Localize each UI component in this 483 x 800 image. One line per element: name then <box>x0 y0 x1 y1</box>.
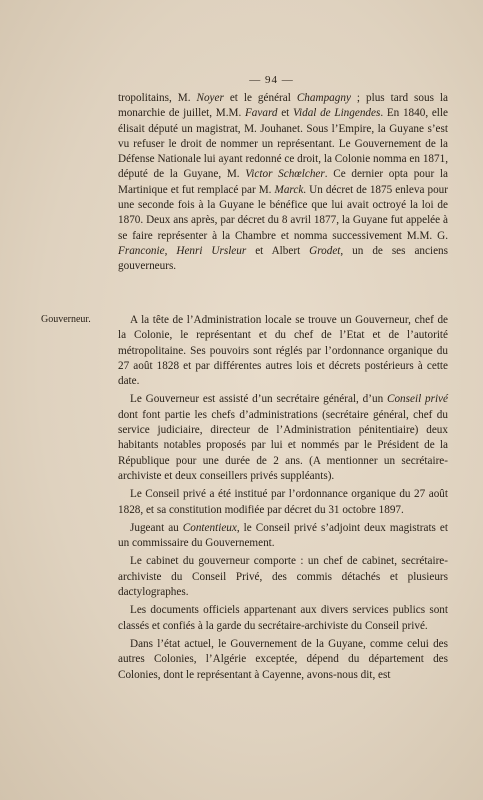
italic-name: Henri Ursleur <box>176 244 247 257</box>
paragraph: Les documents officiels appartenant aux divers services publics sont classés et confiés à la garde du secrétaire-archiviste du Conseil privé. <box>118 604 448 632</box>
paragraph: Dans l’état actuel, le Gouvernement de la Guyane, comme celui des autres Colonies, l’Algérie exceptée, dépend du département des Colonies, dont le représentant à Cayenne, avons-nous dit, est <box>118 637 448 681</box>
italic-name: Favard <box>244 107 278 120</box>
italic-name: Vidal de Lingendes <box>292 107 381 120</box>
italic-name: Franconie <box>118 244 165 257</box>
italic-name: Contentieux <box>182 521 237 534</box>
italic-name: Noyer <box>196 92 224 104</box>
italic-name: Champagny <box>296 92 351 104</box>
paragraph: Jugeant au Contentieux, le Conseil privé s’adjoint deux magistrats et un commissaire du Gouvernement. <box>118 521 449 550</box>
italic-name: Marck <box>274 183 304 196</box>
paragraph-block-2 <box>118 313 448 683</box>
paragraph: Le cabinet du gouverneur comporte : un chef de cabinet, secrétaire-archiviste du Conseil Privé, des commis détachés et plusieurs dactylographes. <box>118 555 448 599</box>
page-number: — 94 — <box>249 74 294 86</box>
paragraph: tropolitains, M. Noyer et le général Champagny ; plus tard sous la monarchie de juillet, M.M. Favard et Vidal de Lingendes. En 1840, elle élisait député un magistrat, M. Jouhanet. Sous l’Empire, la Guyane s’est vu refuser le droit de nommer un représentant. Le Gouvernement de la Défense Nationale lui ayant redonné ce droit, la Colonie nomma en 1871, député de la Guyane, M. Victor Schœlcher. Ce dernier opta pour la Martinique et fut remplacé par M. Marck. Un décret de 1875 enleva pour une seconde fois à la Guyane le bénéfice que lui avait octroyé la loi de 1870. Deux ans après, par décret du 8 avril 1877, la Guyane fut appelée à se faire représenter à la Chambre et nomma successivement M.M. G. Franconie, Henri Ursleur et Albert Grodet, un de ses anciens gouverneurs. <box>118 92 448 273</box>
margin-note-gouverneur: Gouverneur. <box>41 314 91 325</box>
italic-name: Victor Schœlcher <box>245 168 325 181</box>
italic-name: Grodet <box>309 244 341 257</box>
paragraph-block-1 <box>118 91 448 275</box>
paragraph: Le Gouverneur est assisté d’un secrétaire général, d’un Conseil privé dont font partie les chefs d’administrations (secrétaire général, chef du service judiciaire, directeur de l’Administration pénitentiaire) deux habitants notables proposés par lui et nommés par le Président de la République pour une durée de 2 ans. (A mentionner un secrétaire-archiviste et deux conseillers privés suppléants). <box>118 393 448 482</box>
italic-name: Conseil privé <box>387 393 448 406</box>
paragraph: Le Conseil privé a été institué par l’ordonnance organique du 27 août 1828, et sa constitution modifiée par décret du 31 octobre 1897. <box>118 488 448 516</box>
paragraph: A la tête de l’Administration locale se trouve un Gouverneur, chef de la Colonie, le représentant et du chef de l’Etat et de l’autorité métropolitaine. Ses pouvoirs sont réglés par l’ordonnance organique du 27 août 1828 et par différentes autres lois et décrets postérieurs à cette date. <box>118 314 448 388</box>
